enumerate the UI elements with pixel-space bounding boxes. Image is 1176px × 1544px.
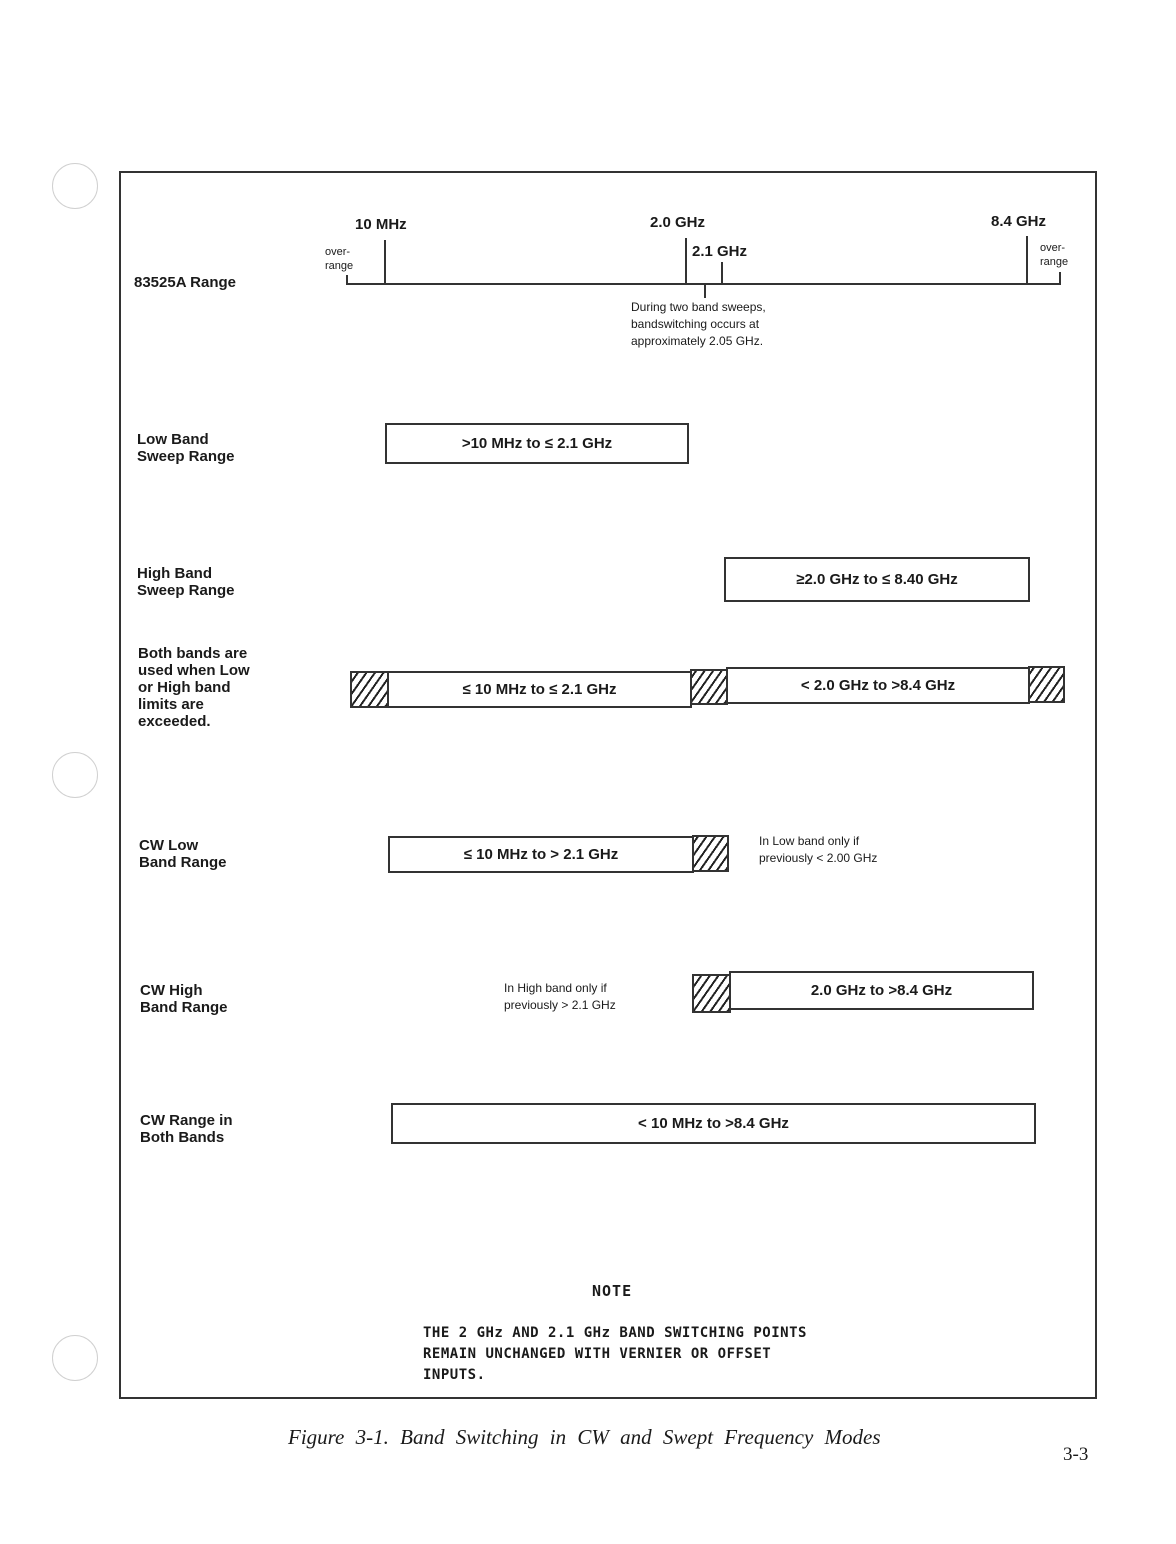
- overrange-left-label: over- range: [325, 246, 354, 272]
- both-bands-overrange-right: [1028, 666, 1065, 703]
- tick-label-10mhz: 10 MHz: [355, 216, 407, 233]
- scale-right-cap: [1059, 272, 1061, 284]
- tick-10mhz: [384, 240, 386, 285]
- cw-both-bar: < 10 MHz to >8.4 GHz: [391, 1103, 1036, 1144]
- tick-2ghz: [685, 238, 687, 285]
- both-bands-label: Both bands are used when Low or High band limits are exceeded.: [138, 645, 250, 730]
- cw-high-bar: 2.0 GHz to >8.4 GHz: [729, 971, 1034, 1010]
- cw-both-label: CW Range in Both Bands: [140, 1112, 233, 1146]
- cw-low-overrange-hatch: [692, 835, 729, 872]
- both-bands-overrange-left: [350, 671, 389, 708]
- switch-point-note: During two band sweeps, bandswitching occurs at approximately 2.05 GHz.: [631, 300, 766, 348]
- figure-frame: [119, 171, 1097, 1399]
- cw-low-label: CW Low Band Range: [139, 837, 227, 871]
- binder-hole-middle: [52, 752, 98, 798]
- note-body: THE 2 GHz AND 2.1 GHz BAND SWITCHING POINTS REMAIN UNCHANGED WITH VERNIER OR OFFSET INPUTS.: [423, 1325, 807, 1383]
- tick-label-8-4ghz: 8.4 GHz: [991, 213, 1047, 230]
- low-band-sweep-label: Low Band Sweep Range: [137, 431, 235, 465]
- both-bands-high-bar: < 2.0 GHz to >8.4 GHz: [726, 667, 1030, 704]
- high-band-sweep-bar: ≥2.0 GHz to ≤ 8.40 GHz: [724, 557, 1030, 602]
- tick-8-4ghz: [1026, 236, 1028, 284]
- figure-caption: Figure 3-1. Band Switching in CW and Swept Frequency Modes: [288, 1425, 881, 1449]
- both-bands-overlap-hatch: [690, 669, 728, 705]
- cw-high-label: CW High Band Range: [140, 982, 228, 1016]
- both-bands-low-bar: ≤ 10 MHz to ≤ 2.1 GHz: [387, 671, 692, 708]
- range-row-label: 83525A Range: [134, 274, 236, 291]
- tick-switch-point: [704, 284, 706, 298]
- cw-high-side-note: In High band only if previously > 2.1 GHz: [504, 981, 616, 1012]
- tick-label-2ghz: 2.0 GHz: [650, 214, 706, 231]
- note-title: NOTE: [592, 1282, 633, 1300]
- tick-2-1ghz: [721, 262, 723, 285]
- cw-low-bar: ≤ 10 MHz to > 2.1 GHz: [388, 836, 694, 873]
- low-band-sweep-bar: >10 MHz to ≤ 2.1 GHz: [385, 423, 689, 464]
- binder-hole-bottom: [52, 1335, 98, 1381]
- cw-low-side-note: In Low band only if previously < 2.00 GHz: [759, 834, 878, 865]
- page-number: 3-3: [1063, 1444, 1089, 1465]
- overrange-right-label: over- range: [1040, 242, 1069, 268]
- binder-hole-top: [52, 163, 98, 209]
- tick-label-2-1ghz: 2.1 GHz: [692, 243, 748, 260]
- cw-high-overrange-hatch: [692, 974, 731, 1013]
- scale-left-cap: [346, 275, 348, 285]
- high-band-sweep-label: High Band Sweep Range: [137, 565, 235, 599]
